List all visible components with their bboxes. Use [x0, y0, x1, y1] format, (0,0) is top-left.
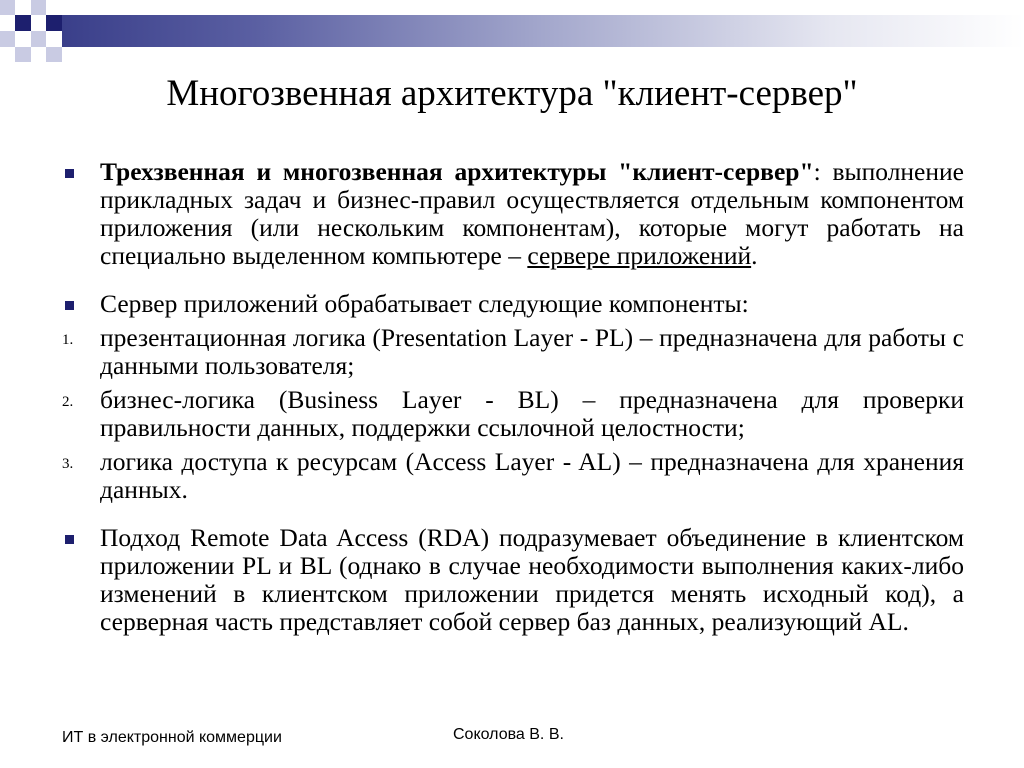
- deco-square: [15, 47, 31, 62]
- numbered-item: [62, 324, 964, 380]
- bold-term: Трехзвенная и многозвенная архитектуры "клиент-сервер": [100, 157, 814, 186]
- bullet-item: [62, 158, 964, 270]
- bullet-text-end: .: [751, 241, 758, 270]
- square-bullet-icon: [65, 169, 74, 178]
- deco-square: [15, 15, 31, 31]
- bullet-text: Сервер приложений обрабатывает следующие компоненты:: [100, 289, 749, 318]
- slide-title: Многозвенная архитектура "клиент-сервер": [166, 73, 858, 114]
- bullet-item: [62, 524, 964, 636]
- numbered-text: презентационная логика (Presentation Layer - PL) – предназначена для работы с данными пользователя;: [100, 323, 964, 380]
- numbered-item: [62, 448, 964, 504]
- item-number: 2.: [62, 394, 74, 410]
- square-bullet-icon: [65, 535, 74, 544]
- item-number: 3.: [62, 456, 74, 472]
- decorative-header: [0, 0, 1024, 62]
- underlined-term: сервере приложений: [527, 241, 752, 270]
- bullet-text: [100, 158, 964, 270]
- deco-square: [46, 15, 62, 31]
- header-gradient-bar: [62, 15, 1024, 47]
- deco-square: [0, 0, 15, 15]
- deco-square: [31, 31, 46, 47]
- footer-author: Соколова В. В.: [453, 726, 564, 743]
- square-bullet-icon: [65, 301, 74, 310]
- deco-square: [46, 47, 62, 62]
- numbered-text: бизнес-логика (Business Layer - BL) – предназначена для проверки правильности данных, поддержки ссылочной целостности;: [100, 385, 964, 442]
- numbered-text: логика доступа к ресурсам (Access Layer - AL) – предназначена для хранения данных.: [100, 447, 964, 504]
- bullet-item: [62, 290, 964, 318]
- slide-content: [62, 158, 964, 636]
- item-number: 1.: [62, 332, 74, 348]
- footer-course-title: ИТ в электронной коммерции: [62, 729, 282, 746]
- bullet-text: Подход Remote Data Access (RDA) подразумевает объединение в клиентском приложении PL и BL (однако в случае необходимости выполнения каких-либо изменений в клиентском приложении придется менять исходный код), а серверная часть представляет собой сервер баз данных, реализующий AL.: [100, 523, 964, 636]
- bullet-text-body: : выполнение прикладных задач и бизнес-правил осуществляется отдельным компонентом приложения (или нескольким компонентам), которые могут работать на специально выделенном компьютере –: [100, 157, 964, 270]
- deco-square: [31, 0, 46, 15]
- deco-square: [0, 31, 15, 47]
- numbered-item: [62, 386, 964, 442]
